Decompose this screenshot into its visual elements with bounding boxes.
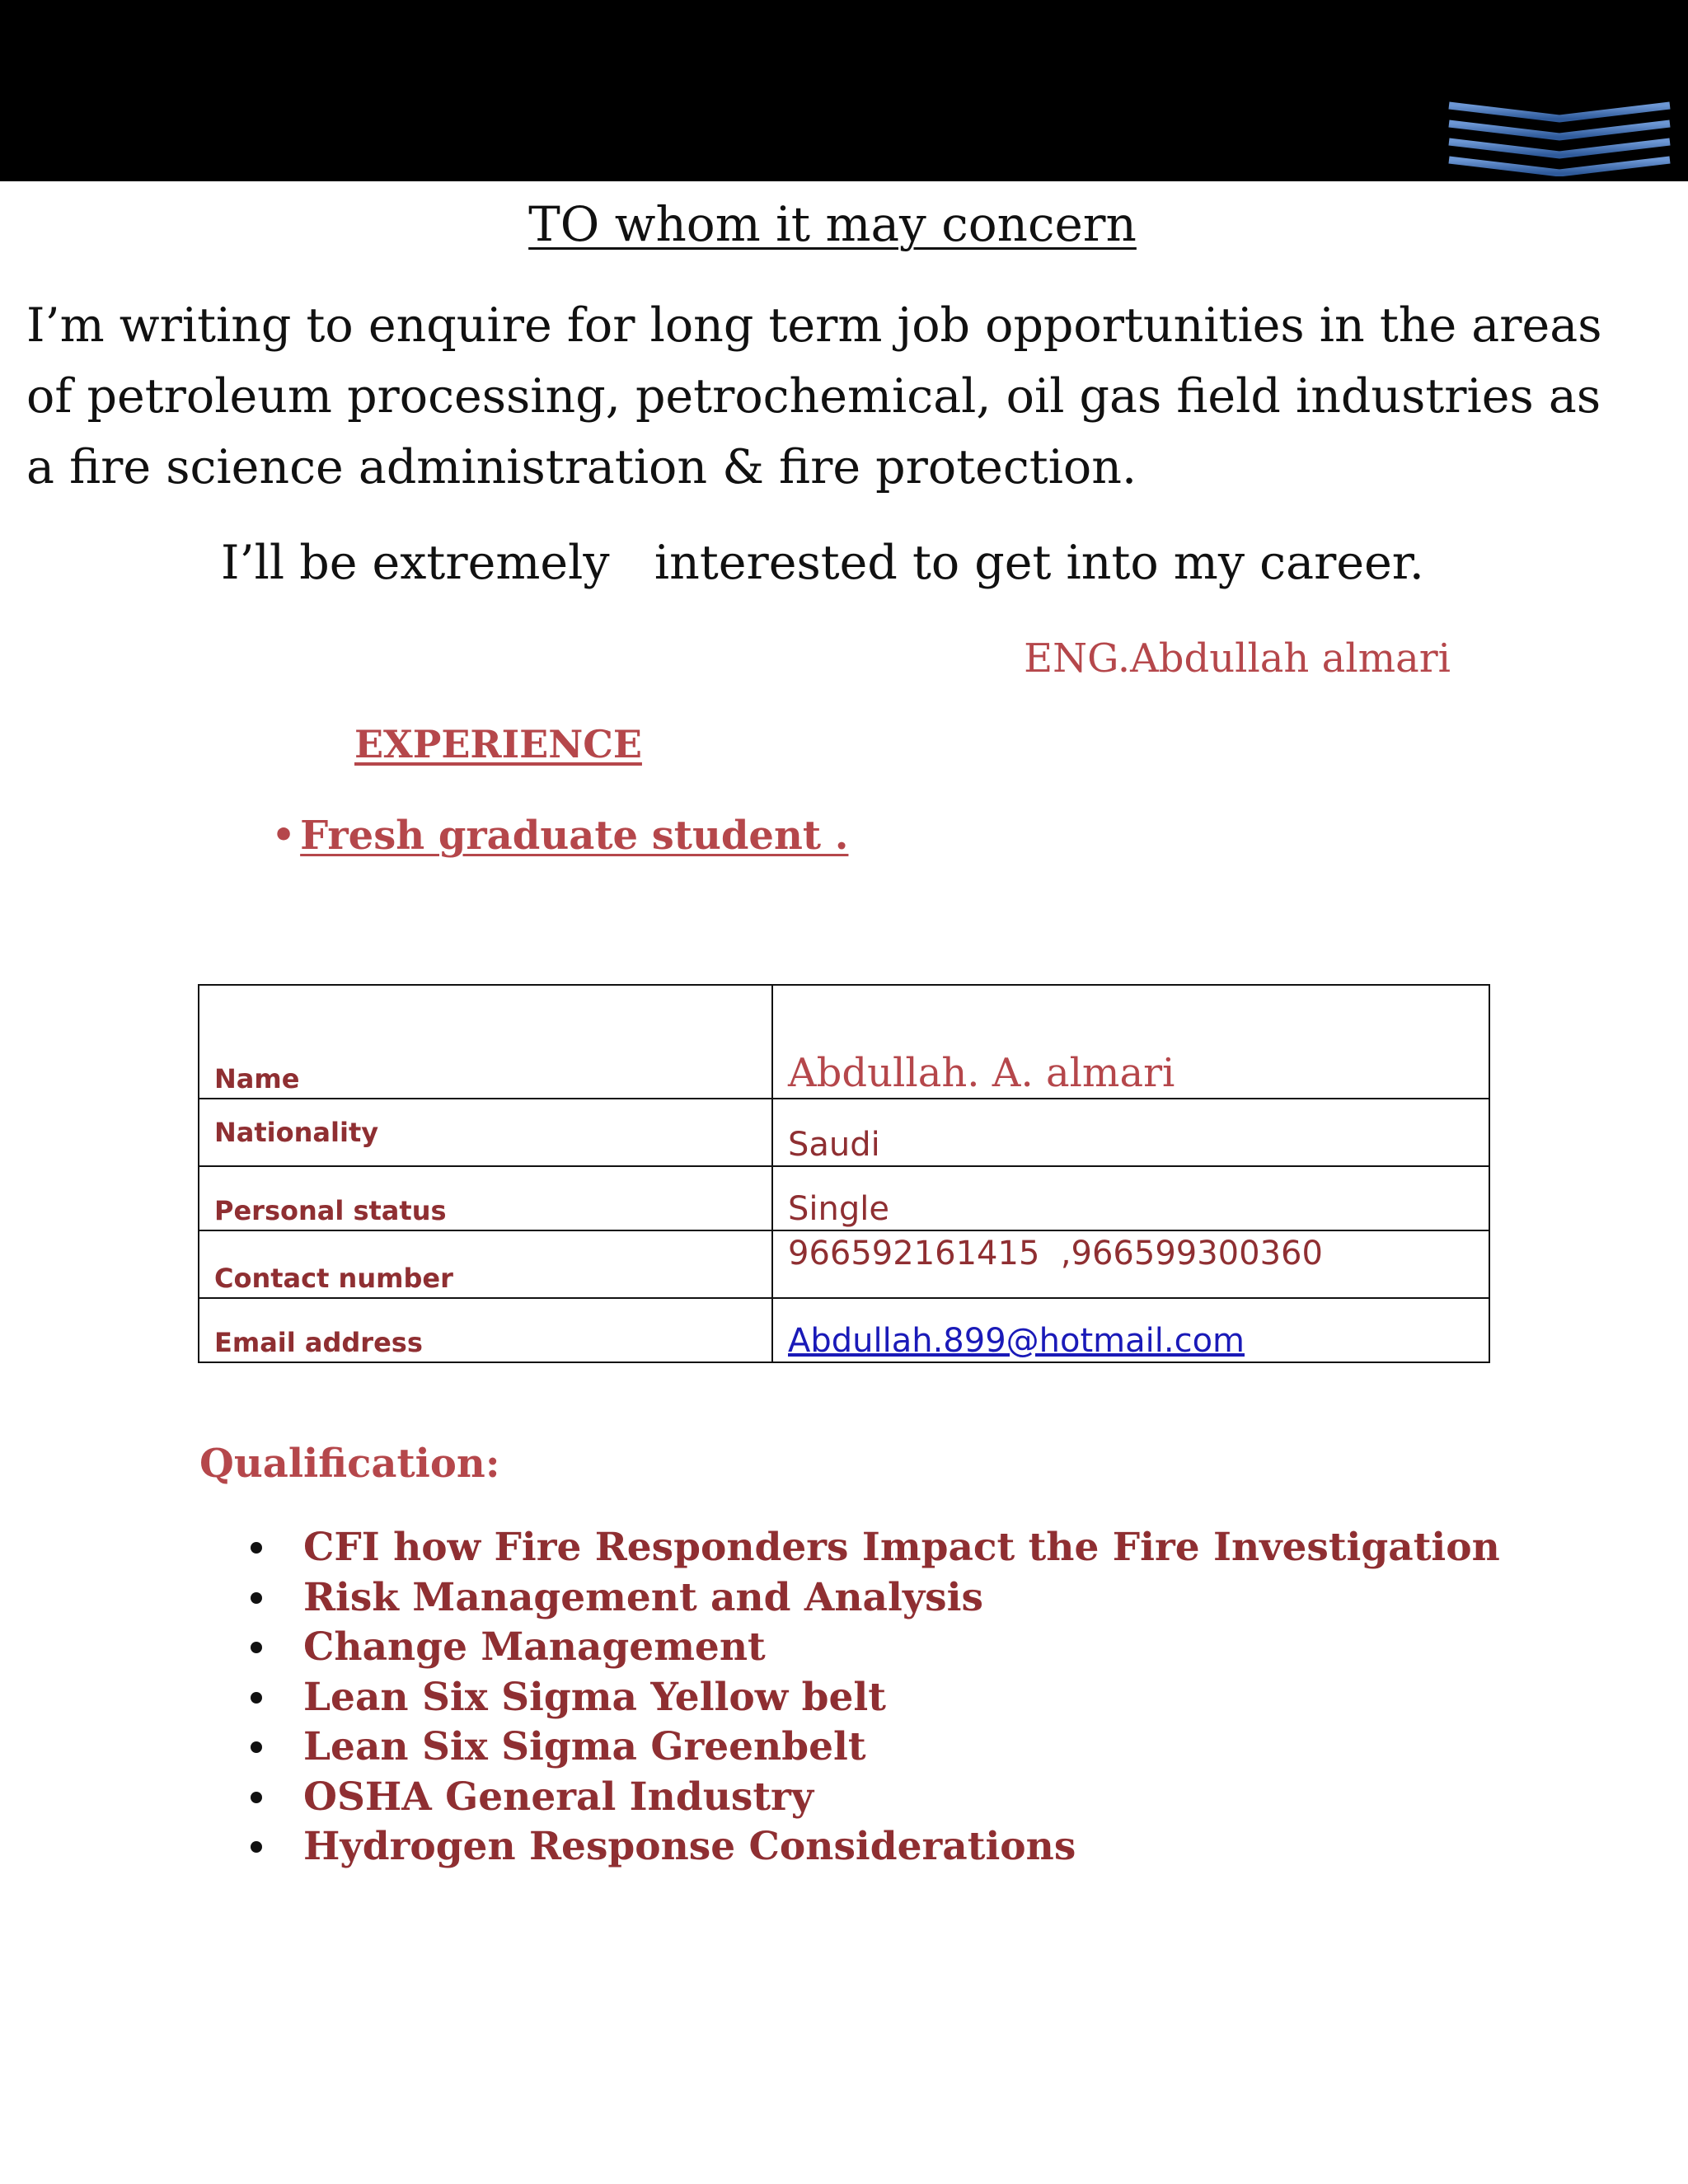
bullet-icon	[251, 1542, 262, 1554]
intro-paragraph: I’m writing to enquire for long term job opportunities in the areas of petroleum processing, petrochemical, oil gas field industries as a fire science administration & fire protection.	[26, 298, 1602, 494]
name-label: Name	[199, 985, 772, 1099]
qualification-item-text: Risk Management and Analysis	[303, 1574, 983, 1620]
list-item	[242, 1822, 1500, 1872]
interest-line: I’ll be extremely interested to get into my career.	[221, 536, 1424, 590]
chevron-logo-icon	[1444, 97, 1675, 176]
qualification-item-text: Change Management	[303, 1624, 766, 1670]
list-item	[242, 1523, 1500, 1573]
experience-item-text: Fresh graduate student .	[300, 813, 849, 859]
nationality-label: Nationality	[199, 1099, 772, 1166]
table-row	[199, 1298, 1489, 1362]
bullet-icon: •	[272, 814, 296, 857]
qualification-item-text: OSHA General Industry	[303, 1774, 814, 1820]
experience-item	[272, 813, 848, 860]
email-address-cell	[772, 1298, 1489, 1362]
bullet-icon	[251, 1692, 262, 1704]
email-address-label: Email address	[199, 1298, 772, 1362]
signature-name: ENG.Abdullah almari	[1024, 635, 1451, 682]
bullet-icon	[251, 1792, 262, 1803]
qualification-item-text: Hydrogen Response Considerations	[303, 1824, 1076, 1869]
qualification-list	[242, 1523, 1500, 1872]
bullet-icon	[251, 1592, 262, 1604]
personal-status-value: Single	[772, 1166, 1489, 1230]
nationality-value: Saudi	[772, 1099, 1489, 1166]
table-row	[199, 985, 1489, 1099]
list-item	[242, 1773, 1500, 1823]
qualification-item-text: Lean Six Sigma Yellow belt	[303, 1674, 886, 1720]
bullet-icon	[251, 1741, 262, 1753]
list-item	[242, 1722, 1500, 1773]
qualification-item-text: CFI how Fire Responders Impact the Fire Investigation	[303, 1525, 1500, 1570]
qualification-item-text: Lean Six Sigma Greenbelt	[303, 1724, 866, 1769]
contact-number-label: Contact number	[199, 1230, 772, 1298]
contact-number-value: 966592161415 ,966599300360	[772, 1230, 1489, 1298]
table-row	[199, 1099, 1489, 1166]
list-item	[242, 1573, 1500, 1624]
experience-heading: EXPERIENCE	[354, 722, 642, 766]
table-row	[199, 1166, 1489, 1230]
qualification-heading: Qualification:	[199, 1441, 500, 1487]
list-item	[242, 1623, 1500, 1673]
email-link[interactable]: Abdullah.899@hotmail.com	[788, 1322, 1245, 1360]
name-value: Abdullah. A. almari	[772, 985, 1489, 1099]
bullet-icon	[251, 1841, 262, 1853]
bullet-icon	[251, 1642, 262, 1653]
list-item	[242, 1673, 1500, 1723]
personal-info-table	[198, 984, 1490, 1363]
salutation-heading: TO whom it may concern	[528, 196, 1137, 252]
table-row	[199, 1230, 1489, 1298]
header-bar	[0, 0, 1688, 181]
personal-status-label: Personal status	[199, 1166, 772, 1230]
